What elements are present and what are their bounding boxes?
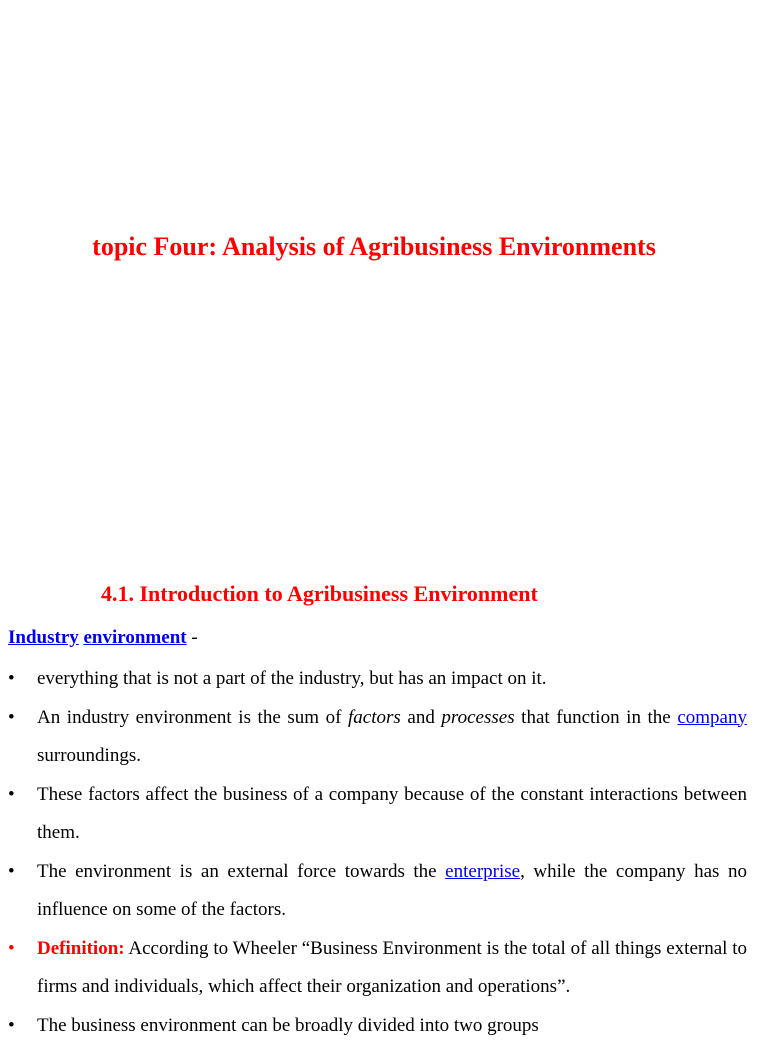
bullet-icon: • bbox=[8, 776, 15, 815]
list-item bbox=[0, 1007, 768, 1045]
list-item bbox=[0, 776, 768, 853]
company-link[interactable]: company bbox=[677, 707, 747, 728]
page-title: topic Four: Analysis of Agribusiness Environments bbox=[0, 229, 748, 265]
bullet-list bbox=[0, 660, 768, 1045]
bullet-text: and bbox=[401, 707, 442, 728]
bullet-text: The environment is an external force towards the bbox=[37, 861, 445, 882]
bullet-icon: • bbox=[8, 853, 15, 892]
bullet-text: The business environment can be broadly divided into two groups bbox=[37, 1015, 539, 1036]
bullet-text: These factors affect the business of a company because of the constant interactions between them. bbox=[37, 784, 747, 844]
industry-link[interactable]: Industry bbox=[8, 627, 79, 648]
definition-label: Definition: bbox=[37, 938, 125, 959]
list-item bbox=[0, 699, 768, 776]
italic-term-factors: factors bbox=[348, 707, 401, 728]
bullet-icon: • bbox=[8, 660, 15, 699]
list-item bbox=[0, 930, 768, 1007]
italic-term-processes: processes bbox=[441, 707, 514, 728]
term-dash: - bbox=[187, 627, 198, 648]
bullet-text: According to Wheeler “Business Environment is the total of all things external to firms and individuals, which affect their organization and operations”. bbox=[37, 938, 747, 998]
bullet-text: , while the company has no influence on some of the factors. bbox=[37, 861, 747, 921]
term-line bbox=[8, 624, 198, 652]
bullet-icon: • bbox=[8, 699, 15, 738]
bullet-text: everything that is not a part of the industry, but has an impact on it. bbox=[37, 668, 547, 689]
enterprise-link[interactable]: enterprise bbox=[445, 861, 520, 882]
bullet-text: surroundings. bbox=[37, 745, 141, 766]
list-item bbox=[0, 660, 768, 699]
environment-link[interactable]: environment bbox=[84, 627, 187, 648]
section-heading: 4.1. Introduction to Agribusiness Environment bbox=[101, 578, 538, 610]
bullet-text: that function in the bbox=[515, 707, 678, 728]
bullet-icon: • bbox=[8, 1007, 15, 1045]
bullet-icon: • bbox=[8, 930, 15, 969]
bullet-text: An industry environment is the sum of bbox=[37, 707, 348, 728]
list-item bbox=[0, 853, 768, 930]
